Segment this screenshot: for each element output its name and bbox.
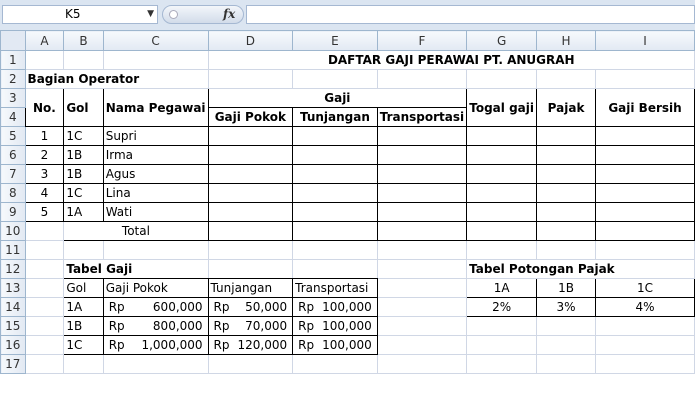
cell-empty[interactable] xyxy=(293,184,378,203)
cell-nama[interactable]: Lina xyxy=(103,184,208,203)
header-total-gaji[interactable]: Togal gaji xyxy=(467,89,537,127)
amount: 50,000 xyxy=(245,300,288,314)
cell-empty[interactable] xyxy=(208,222,293,241)
formula-input[interactable] xyxy=(246,5,695,24)
cell-empty[interactable] xyxy=(208,127,293,146)
row-header[interactable]: 8 xyxy=(1,184,26,203)
chevron-down-icon[interactable]: ▼ xyxy=(147,9,154,19)
cell-no[interactable]: 5 xyxy=(25,203,64,222)
tabel-pajak-title[interactable]: Tabel Potongan Pajak xyxy=(467,260,695,279)
header-gol[interactable]: Gol xyxy=(64,89,103,127)
row-header[interactable]: 13 xyxy=(1,279,26,298)
column-header[interactable]: E xyxy=(293,31,378,51)
header-gaji-bersih[interactable]: Gaji Bersih xyxy=(596,89,695,127)
header-transportasi[interactable]: Transportasi xyxy=(377,108,466,127)
cell-no[interactable]: 4 xyxy=(25,184,64,203)
row-header[interactable]: 2 xyxy=(1,70,26,89)
gaji-cell-tunjangan[interactable] xyxy=(208,336,293,355)
pajak-header[interactable]: 1A xyxy=(467,279,537,298)
currency-label: Rp xyxy=(108,338,125,352)
cell-empty[interactable] xyxy=(596,222,695,241)
pajak-header[interactable]: 1C xyxy=(596,279,695,298)
gaji-cell-tunjangan[interactable] xyxy=(208,298,293,317)
cell-gol[interactable]: 1C xyxy=(64,184,103,203)
amount: 100,000 xyxy=(322,319,372,333)
cell-empty[interactable] xyxy=(293,203,378,222)
spreadsheet-grid xyxy=(0,30,695,406)
cell-empty[interactable] xyxy=(467,127,537,146)
cell-no[interactable]: 2 xyxy=(25,146,64,165)
amount: 600,000 xyxy=(152,300,203,314)
gaji-header-transportasi[interactable]: Transportasi xyxy=(293,279,378,298)
currency-label: Rp xyxy=(298,319,315,333)
pajak-value[interactable]: 4% xyxy=(596,298,695,317)
cell-empty[interactable] xyxy=(467,184,537,203)
cell-empty[interactable] xyxy=(377,203,466,222)
gaji-header-tunjangan[interactable]: Tunjangan xyxy=(208,279,293,298)
cell-empty[interactable] xyxy=(596,146,695,165)
column-header[interactable]: B xyxy=(64,31,103,51)
gaji-header-gol[interactable]: Gol xyxy=(64,279,103,298)
cell-empty[interactable] xyxy=(596,165,695,184)
row-header[interactable]: 11 xyxy=(1,241,26,260)
header-gaji[interactable]: Gaji xyxy=(208,89,467,108)
cell-empty[interactable] xyxy=(293,146,378,165)
row-header[interactable]: 9 xyxy=(1,203,26,222)
currency-label: Rp xyxy=(108,300,125,314)
gaji-cell-transportasi[interactable] xyxy=(293,317,378,336)
cell-no[interactable]: 1 xyxy=(25,127,64,146)
column-header[interactable]: F xyxy=(377,31,466,51)
total-label[interactable]: Total xyxy=(64,222,208,241)
amount: 120,000 xyxy=(237,338,288,352)
row-header[interactable]: 16 xyxy=(1,336,26,355)
cell-empty[interactable] xyxy=(467,165,537,184)
column-header[interactable]: D xyxy=(208,31,293,51)
cell-empty[interactable] xyxy=(293,127,378,146)
gaji-cell-pokok[interactable] xyxy=(103,336,208,355)
cell-empty[interactable] xyxy=(537,184,596,203)
row-header[interactable]: 3 xyxy=(1,89,26,108)
cell-no[interactable]: 3 xyxy=(25,165,64,184)
amount: 1,000,000 xyxy=(141,338,203,352)
amount: 800,000 xyxy=(152,319,203,333)
cell-nama[interactable]: Wati xyxy=(103,203,208,222)
header-nama-pegawai[interactable]: Nama Pegawai xyxy=(103,89,208,127)
cell-empty[interactable] xyxy=(208,184,293,203)
gaji-header-pokok[interactable]: Gaji Pokok xyxy=(103,279,208,298)
cell-empty[interactable] xyxy=(537,127,596,146)
pajak-value[interactable]: 3% xyxy=(537,298,596,317)
cell-empty[interactable] xyxy=(537,203,596,222)
cell-empty[interactable] xyxy=(208,146,293,165)
cell-empty[interactable] xyxy=(377,184,466,203)
gaji-cell-gol[interactable]: 1A xyxy=(64,298,103,317)
cell-empty[interactable] xyxy=(208,165,293,184)
cell-gol[interactable]: 1B xyxy=(64,146,103,165)
cell-empty[interactable] xyxy=(467,222,537,241)
currency-label: Rp xyxy=(213,300,230,314)
cell-gol[interactable]: 1C xyxy=(64,127,103,146)
currency-label: Rp xyxy=(213,338,230,352)
cell-empty[interactable] xyxy=(596,184,695,203)
cell-gol[interactable]: 1A xyxy=(64,203,103,222)
cell-empty[interactable] xyxy=(537,165,596,184)
column-header[interactable]: C xyxy=(103,31,208,51)
pajak-header[interactable]: 1B xyxy=(537,279,596,298)
sheet-title[interactable]: DAFTAR GAJI PERAWAI PT. ANUGRAH xyxy=(208,51,694,70)
row-header[interactable]: 10 xyxy=(1,222,26,241)
cell-nama[interactable]: Agus xyxy=(103,165,208,184)
formula-controls xyxy=(162,5,244,24)
header-no[interactable]: No. xyxy=(25,89,64,127)
gaji-cell-gol[interactable]: 1B xyxy=(64,317,103,336)
cell-empty[interactable] xyxy=(377,146,466,165)
cell-empty[interactable] xyxy=(377,127,466,146)
cell-empty[interactable] xyxy=(377,165,466,184)
gaji-cell-pokok[interactable] xyxy=(103,298,208,317)
header-gaji-pokok[interactable]: Gaji Pokok xyxy=(208,108,293,127)
insert-function-icon[interactable]: fx xyxy=(223,7,236,21)
gaji-cell-transportasi[interactable] xyxy=(293,298,378,317)
cell-reference: K5 xyxy=(65,7,81,21)
section-label[interactable]: Bagian Operator xyxy=(25,70,208,89)
row-header[interactable]: 12 xyxy=(1,260,26,279)
row-header[interactable]: 5 xyxy=(1,127,26,146)
row-header[interactable]: 7 xyxy=(1,165,26,184)
column-header[interactable]: G xyxy=(467,31,537,51)
cell-empty[interactable] xyxy=(293,222,378,241)
cell-empty[interactable] xyxy=(537,146,596,165)
formula-bar xyxy=(0,0,695,31)
currency-label: Rp xyxy=(298,338,315,352)
gaji-cell-pokok[interactable] xyxy=(103,317,208,336)
pajak-value[interactable]: 2% xyxy=(467,298,537,317)
cell-empty[interactable] xyxy=(208,203,293,222)
row-header[interactable]: 14 xyxy=(1,298,26,317)
row-header[interactable]: 15 xyxy=(1,317,26,336)
gaji-cell-gol[interactable]: 1C xyxy=(64,336,103,355)
header-pajak[interactable]: Pajak xyxy=(537,89,596,127)
name-box[interactable] xyxy=(2,5,158,24)
column-header[interactable]: I xyxy=(596,31,695,51)
cell-gol[interactable]: 1B xyxy=(64,165,103,184)
currency-label: Rp xyxy=(108,319,125,333)
row-header[interactable]: 6 xyxy=(1,146,26,165)
column-header[interactable]: H xyxy=(537,31,596,51)
cell-empty[interactable] xyxy=(467,203,537,222)
row-header[interactable]: 1 xyxy=(1,51,26,70)
currency-label: Rp xyxy=(213,319,230,333)
amount: 100,000 xyxy=(322,338,372,352)
cell-empty[interactable] xyxy=(293,165,378,184)
cell-empty[interactable] xyxy=(377,222,466,241)
currency-label: Rp xyxy=(298,300,315,314)
gaji-cell-transportasi[interactable] xyxy=(293,336,378,355)
cell-empty[interactable] xyxy=(467,146,537,165)
cell-nama[interactable]: Supri xyxy=(103,127,208,146)
amount: 100,000 xyxy=(322,300,372,314)
cell-empty[interactable] xyxy=(596,203,695,222)
select-all-button[interactable] xyxy=(1,31,26,51)
cell-nama[interactable]: Irma xyxy=(103,146,208,165)
column-header[interactable]: A xyxy=(25,31,64,51)
row-header[interactable]: 17 xyxy=(1,355,26,374)
amount: 70,000 xyxy=(245,319,288,333)
cell-empty[interactable] xyxy=(596,127,695,146)
cell-empty[interactable] xyxy=(537,222,596,241)
gaji-cell-tunjangan[interactable] xyxy=(208,317,293,336)
header-tunjangan[interactable]: Tunjangan xyxy=(293,108,378,127)
tabel-gaji-title[interactable]: Tabel Gaji xyxy=(64,260,208,279)
row-header[interactable]: 4 xyxy=(1,108,26,127)
resize-handle-icon[interactable] xyxy=(169,10,178,19)
